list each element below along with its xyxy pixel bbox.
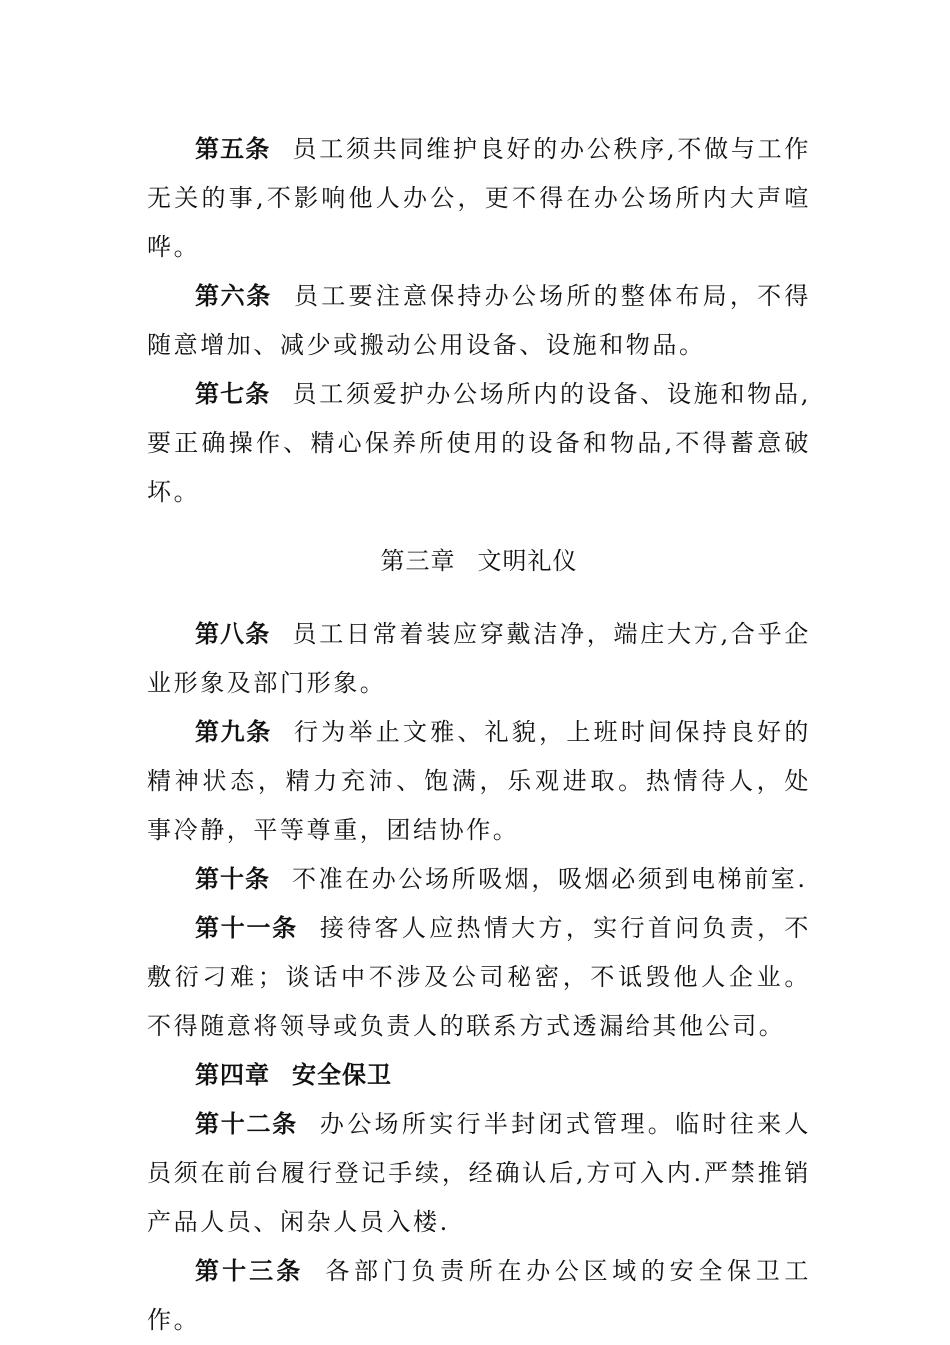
document-page	[147, 125, 811, 1345]
article-text: 员工要注意保持办公场所的整体布局，不得随意增加、减少或搬动公用设备、设施和物品。	[147, 282, 812, 359]
article-text: 员工日常着装应穿戴洁净，端庄大方,合乎企业形象及部门形象。	[147, 620, 811, 697]
chapter-title: 安全保卫	[292, 1061, 392, 1089]
article-label: 第八条	[195, 620, 271, 648]
article-13	[147, 1247, 811, 1345]
chapter-4-heading	[147, 1051, 811, 1100]
chapter-number: 第四章	[195, 1061, 270, 1089]
article-text: 各部门负责所在办公区域的安全保卫工作。	[147, 1257, 811, 1334]
chapter-title: 文明礼仪	[477, 547, 578, 575]
article-11	[147, 904, 811, 1051]
chapter-3-heading	[147, 517, 811, 610]
article-12	[147, 1100, 811, 1247]
article-text: 办公场所实行半封闭式管理。临时往来人员须在前台履行登记手续，经确认后,方可入内.严禁推销产品人员、闲杂人员入楼.	[147, 1110, 811, 1236]
article-label: 第五条	[195, 135, 271, 163]
article-text: 员工须共同维护良好的办公秩序,不做与工作无关的事,不影响他人办公，更不得在办公场所内大声喧哗。	[147, 135, 811, 261]
article-label: 第十二条	[195, 1110, 298, 1138]
article-6	[147, 272, 811, 370]
article-label: 第十三条	[195, 1257, 304, 1285]
article-10	[147, 855, 811, 904]
article-text: 行为举止文雅、礼貌，上班时间保持良好的精神状态，精力充沛、饱满，乐观进取。热情待人，处事冷静，平等尊重，团结协作。	[147, 718, 812, 844]
article-label: 第十一条	[195, 914, 298, 942]
article-label: 第七条	[195, 380, 271, 408]
article-9	[147, 708, 811, 855]
article-7	[147, 370, 811, 517]
chapter-number: 第三章	[380, 547, 456, 575]
article-label: 第十条	[195, 865, 270, 893]
article-8	[147, 610, 811, 708]
article-text: 接待客人应热情大方，实行首问负责，不敷衍刁难；谈话中不涉及公司秘密，不诋毁他人企业。不得随意将领导或负责人的联系方式透漏给其他公司。	[147, 914, 811, 1040]
article-5	[147, 125, 811, 272]
article-label: 第六条	[195, 282, 272, 310]
article-text: 员工须爱护办公场所内的设备、设施和物品,要正确操作、精心保养所使用的设备和物品,不得蓄意破坏。	[147, 380, 811, 506]
article-label: 第九条	[195, 718, 272, 746]
article-text: 不准在办公场所吸烟，吸烟必须到电梯前室.	[292, 865, 808, 893]
